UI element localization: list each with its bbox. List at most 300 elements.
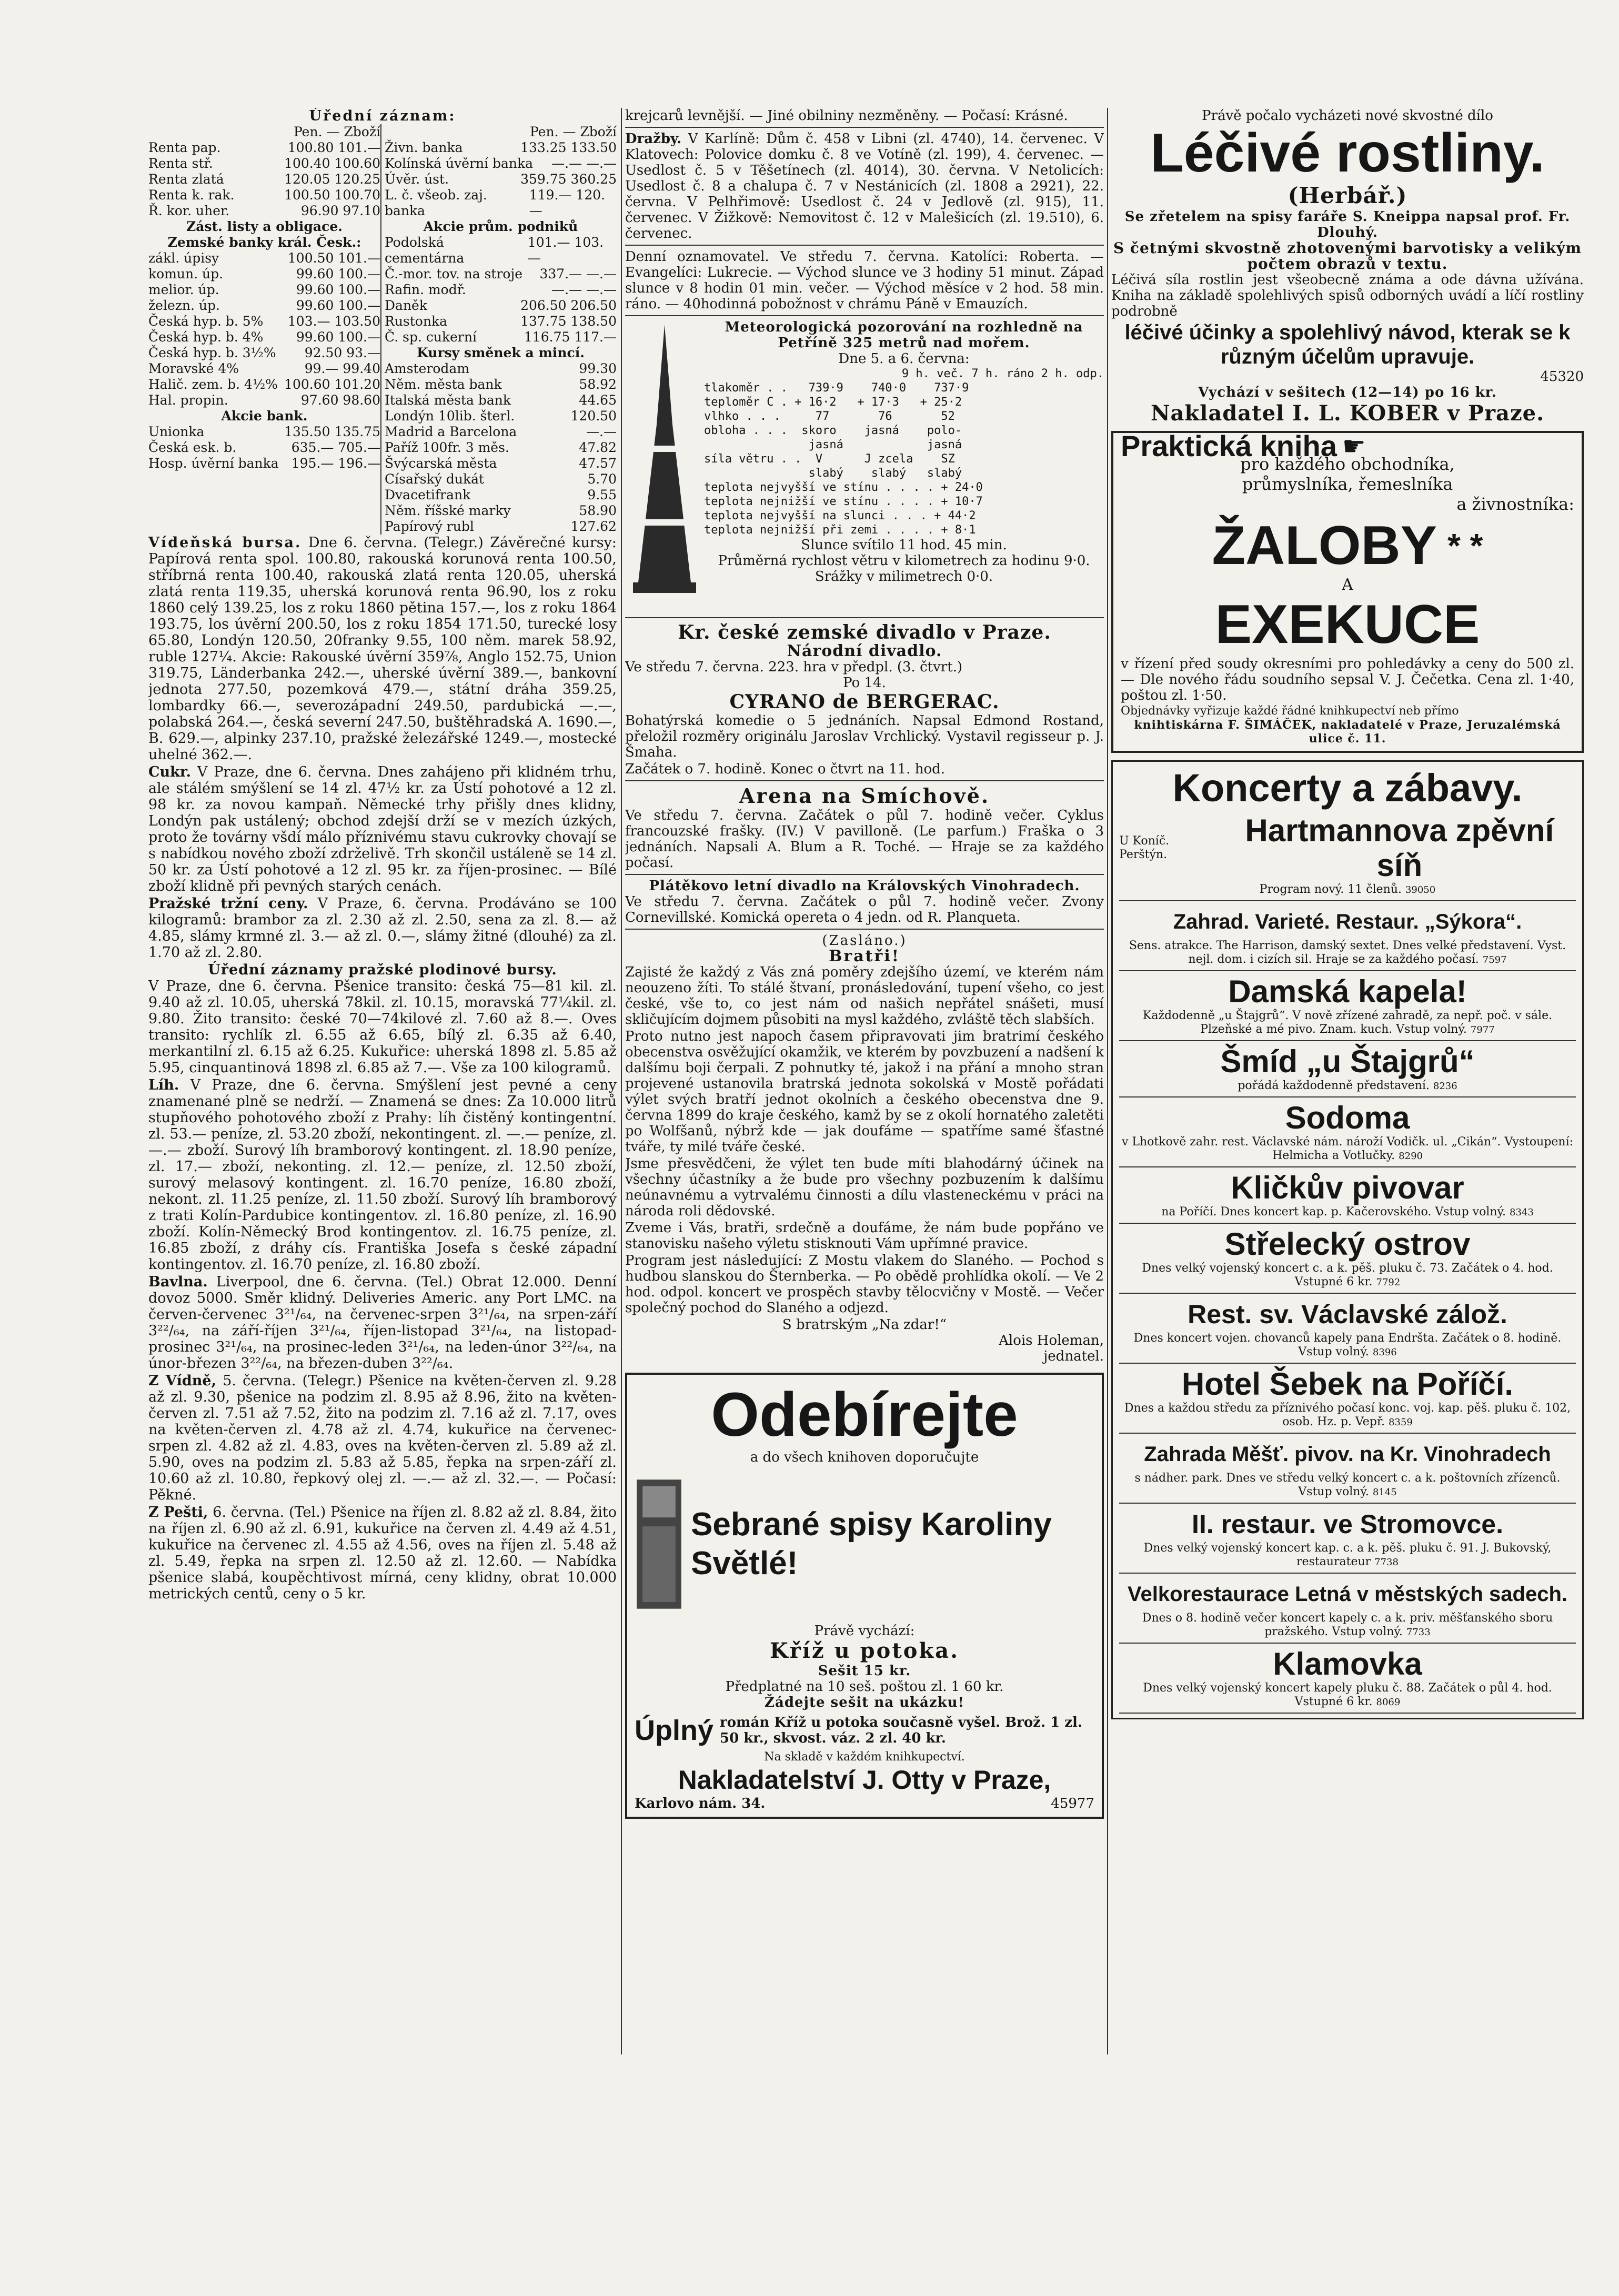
guide-for-3: a živnostníka: <box>1456 494 1574 514</box>
quote-value: 635.— 705.— <box>291 440 380 455</box>
vienna2-text: 5. června. (Telegr.) Pšenice na květen-červen zl. 9.28 až zl. 9.30, pšenice na podzim zl. 8.95 až 8.96, žito na květen-červen zl. 7.51 až 7.52, žito na podzim zl. 7.16 až zl. 7.17, oves na květen-červen zl. 4.78 až zl. 4.74, kukuřice na červenec-srpen zl. 4.82 až zl. 4.83, oves na květen-červen zl. 5.89 až zl. 5.90, oves na podzim zl. 5.83 až 5.85, řepka na srpen-září zl. 10.60 až zl. 10.80, řepkový olej zl. —.— až zl. 32.—. — Počasí: Pěkné. <box>148 1373 617 1503</box>
quote-value: 96.90 97.10 <box>300 203 380 218</box>
concert-ad-title: Zahrad. Varieté. Restaur. „Sýkora“. <box>1173 910 1522 933</box>
quote-row <box>148 329 380 345</box>
sent-text-4: Zveme i Vás, bratři, srdečně a doufáme, že nám bude popřáno ve stanovisku našeho výletu stisknouti Vám upřímné pravice. <box>625 1220 1104 1252</box>
quote-label: Daněk <box>385 298 427 313</box>
odebirejte-full: Úplný <box>635 1715 714 1746</box>
plants-out: Vychází v sešitech (12—14) po 16 kr. <box>1198 385 1497 400</box>
quote-row <box>148 456 380 471</box>
calendar-text: Denní oznamovatel. Ve středu 7. června. Katolíci: Roberta. — Evangelíci: Lukrecie. — Východ slunce ve 3 hodiny 51 minut. Západ slunce v 8 hodin 01 min. večer. — Východ měsíce v 2 hod. 58 min. ráno. — 40hodinná pobožnost v chrámu Páně v Emauzích. <box>625 249 1104 312</box>
concerts-section <box>1111 760 1584 1719</box>
quote-value: 103.— 103.50 <box>287 314 380 329</box>
quote-label: Zást. listy a obligace. <box>186 219 343 234</box>
quote-value: —.— —.— <box>551 282 617 297</box>
odebirejte-sub: a do všech knihoven doporučujte <box>750 1449 979 1465</box>
concert-ad-number: 8069 <box>1376 1697 1401 1708</box>
quote-label: Císařský dukát <box>385 471 485 487</box>
divider <box>625 617 1104 618</box>
theatre-po: Po 14. <box>843 675 886 691</box>
concert-ad-title: Hartmannova zpěvní síň <box>1245 813 1554 883</box>
guide-text: v řízení před soudy okresními pro pohledávky a ceny do 500 zl. — Dle nového řádu soudního sepsal V. J. Čečetka. Cena zl. 1·40, poštou zl. 1·50. <box>1121 656 1574 703</box>
quote-row <box>148 140 380 156</box>
pest-text: 6. června. (Tel.) Pšenice na říjen zl. 8.82 až zl. 8.84, žito na říjen zl. 6.90 až zl. 6.91, kukuřice na červen zl. 4.49 až 4.51, kukuřice na červenec zl. 4.55 až 4.56, oves na říjen zl. 5.48 až zl. 5.49, řepka na srpen zl. 12.50 až zl. 12.60. — Nabídka pšenice slabá, koupěchtivost mírná, ceny klidny, obrat 10.000 metrických centů, ceny o 5 kr. <box>148 1504 617 1602</box>
plants-by: Se zřetelem na spisy faráře S. Kneippa napsal prof. Fr. Dlouhý. <box>1124 209 1571 240</box>
plants-num: 45320 <box>1540 369 1584 385</box>
guide-title: Praktická kniha <box>1121 429 1337 462</box>
divider <box>625 315 1104 316</box>
quote-value: Pen. — Zboží <box>293 124 380 139</box>
meteo-row: síla větru . . V J zcela SZ <box>704 452 955 466</box>
quote-row <box>385 456 617 471</box>
quote-value: 337.— —.— <box>539 266 617 281</box>
odebirejte-ad <box>625 1373 1104 1819</box>
quote-label: Londýn 10lib. šterl. <box>385 408 515 424</box>
plants-title: Léčivé rostliny. <box>1150 123 1545 184</box>
concert-ad-text <box>1119 1135 1576 1163</box>
quote-value: 58.92 <box>579 377 617 392</box>
quote-value: 99.60 100.— <box>296 282 380 297</box>
guide-for-2: průmyslníka, řemeslníka <box>1242 474 1453 494</box>
meteo-extreme-row: teplota nejnižší při zemi . . . . + 8·1 <box>704 523 976 537</box>
plants-pub: Nakladatel I. L. KOBER v Praze. <box>1150 401 1545 426</box>
quote-value: 119.— 120.— <box>529 187 606 218</box>
meteo-table <box>704 381 1104 480</box>
sent-title: Bratři! <box>829 947 900 965</box>
odebirejte-ask: Žádejte sešit na ukázku! <box>765 1695 964 1710</box>
plants-pics: S četnými skvostně zhotovenými barvotisky a velikým počtem obrazů v textu. <box>1113 239 1582 273</box>
guide-a: A <box>1342 576 1353 594</box>
concert-ad <box>1119 1097 1576 1167</box>
quotes-left <box>148 124 381 535</box>
market-text: V Praze, 6. června. Prodáváno se 100 kilogramů: brambor za zl. 2.30 až zl. 2.50, sena za zl. 8.— až 4.85, slámy krmné zl. 3.— až zl. 0.—, slámy žitné (dlouhé) za zl. 1.70 až zl. 2.80. <box>148 895 617 961</box>
odebirejte-price: Sešit 15 kr. <box>818 1663 911 1679</box>
meteo-dates: Dne 5. a 6. června: <box>838 351 970 367</box>
pest-title: Z Pešti, <box>148 1504 208 1520</box>
quote-value: 206.50 206.50 <box>520 298 617 313</box>
meteo-extreme-row: teplota nejnižší ve stínu . . . . + 10·7 <box>704 495 983 508</box>
auctions-text: V Karlíně: Dům č. 458 v Libni (zl. 4740), 14. červenec. V Klatovech: Polovice domku č. 8 ve Votíně (zl. 199), 4. červenec. — Usedlost č. 5 v Těšetínech (zl. 4014), 30. června. V Netolicích: Usedlost č. 8 a chalupa č. 7 v Nestánicích (zl. 1808 a 2921), 22. června. V Pelhřimově: Usedlost č. 24 v Jedlově (zl. 915), 11. červenec. V Žižkově: Nemovitost č. 12 v Malešicích (zl. 19.510), 6. červenec. <box>625 131 1104 241</box>
theatre-times: Začátek o 7. hodině. Konec o čtvrt na 11. hod. <box>625 761 946 777</box>
grain-text: V Praze, dne 6. června. Pšenice transito: česká 75—81 kil. zl. 9.40 až zl. 10.05, uherská 78kil. zl. 10.15, moravská 77¼kil. zl. 9.80. Žito transito: české 70—74kilové zl. 7.60 až 8.—. Oves transito: rychlík zl. 6.55 až 6.65, bílý zl. 6.35 až 6.40, merkantilní zl. 6.15 až 6.25. Kukuřice: uherská 1898 zl. 5.85 až 5.95, cinquantinová 1898 zl. 6.85 až 7.—. Vše za 100 kilogramů. <box>148 978 617 1076</box>
concert-ad <box>1119 1644 1576 1714</box>
vienna-text: Dne 6. června. (Telegr.) Závěrečné kursy: Papírová renta spol. 100.80, rakouská korunová renta 100.50, stříbrná renta 100.40, rakouská zlatá renta 120.05, uherská zlatá renta 119.35, uherská korunová renta 96.90, los z roku 1860 celý 139.25, los z roku 1860 pětina 157.—, los z roku 1864 193.75, los úvěrní 200.50, los z roku 1854 171.50, turecké losy 65.80, Londýn 120.50, 20franky 9.55, 100 něm. marek 58.92, ruble 127¼. Akcie: Rakouské úvěrní 359⅞, Anglo 152.75, Union 319.75, Länderbanka 242.—, uherské úvěrní 389.—, bankovní jednota 277.50, pozemková 479.—, státní dráha 359.25, lombardky 66.—, severozápadní 249.50, pardubická —.—, polabská 264.—, česká severní 247.50, buštěhradská A. 1690.—, B. 629.—, alpinky 237.10, pražské železářské 1249.—, mostecké uhelné 362.—. <box>148 535 617 763</box>
quote-row <box>148 282 380 298</box>
concert-ad-number: 8236 <box>1433 1081 1457 1092</box>
quote-row <box>385 424 617 440</box>
concert-ad-title: Rest. sv. Václavské zálož. <box>1188 1300 1507 1329</box>
concert-ad-text <box>1119 1262 1576 1290</box>
odebirejte-addr: Karlovo nám. 34. <box>635 1796 766 1811</box>
concert-ad <box>1119 810 1576 901</box>
quote-label: Podolská cementárna <box>385 235 465 266</box>
quote-label: Paříž 100fr. 3 měs. <box>385 440 509 455</box>
sent-text-3: Jsme přesvědčeni, že výlet ten bude míti blahodárný účinek na všechny účastníky a že bude pro všechny pozbuzením k dalšímu neúnavnému a vytrvalému činnosti a dílu vlasteneckému v práci na národa roli dědovské. <box>625 1156 1104 1219</box>
concert-ad-number: 7738 <box>1374 1557 1399 1568</box>
quote-label: Ř. kor. uher. <box>148 203 230 218</box>
quote-value: 47.57 <box>579 456 617 471</box>
quote-value: 100.50 101.— <box>287 250 380 266</box>
quote-row <box>148 440 380 456</box>
concert-ad-description: Dnes o 8. hodině večer koncert kapely c. a k. priv. měšťanského sboru pražského. Vstup volný. <box>1142 1612 1553 1638</box>
summer-text: Ve středu 7. června. Začátek o půl 7. hodině večer. Zvony Cornevillské. Komická opereta o 4 jedn. od R. Planqueta. <box>625 894 1104 925</box>
theatre-text: Bohatýrská komedie o 5 jednáních. Napsal Edmond Rostand, přeložil rozměry originálu Jaroslav Vrchlický. Vystavil regisseur p. J. Šmaha. <box>625 713 1104 760</box>
concerts-list <box>1119 810 1576 1714</box>
concert-ad-text <box>1119 1205 1576 1220</box>
concert-ad-description: Každodenně „u Štajgrů“. V nově zřízené zahradě, za nepř. poč. v sále. Plzeňské a mé pivo. Znam. kuch. Vstup volný. <box>1142 1009 1553 1036</box>
quote-label: Hosp. úvěrní banka <box>148 456 279 471</box>
sugar-title: Cukr. <box>148 764 191 780</box>
market-title: Pražské tržní ceny. <box>148 895 308 912</box>
quote-row <box>148 219 380 235</box>
concert-ad-title: Klamovka <box>1273 1646 1422 1681</box>
plants-big: léčivé účinky a spolehlivý návod, kterak se k různým účelům upravuje. <box>1124 321 1571 368</box>
quote-label: Česká hyp. b. 5% <box>148 314 264 329</box>
concert-ad-text <box>1119 1472 1576 1499</box>
quote-value: 133.25 133.50 <box>520 140 617 155</box>
concert-ad-title: Kličkův pivovar <box>1231 1170 1464 1205</box>
book-illustration-icon <box>635 1465 683 1623</box>
quote-row <box>385 282 617 298</box>
concert-ad-description: s nádher. park. Dnes ve středu velký koncert c. a k. poštovních zřízenců. Vstup volný. <box>1134 1472 1561 1498</box>
sugar-text: V Praze, dne 6. června. Dnes zahájeno při klidném trhu, ale stálém smýšlení se 14 zl. 47½ kr. za Ústí pohotové a 12 zl. 98 kr. za novou kampaň. Německé trhy přišly dnes klidny, Londýn pak ustálený; obchod zdejší drží se v mezích úzkých, proto že továrny všdí málo příznivému stavu cukrovky chovají se s nabídkou nového zboží zdrželivě. Trh skončil ustáleně se 14 zl. 50 kr. za Ústí pohotové a 12 zl. 95 kr. za říjen-prosinec. — Bílé zboží klidně při pevných starých cenách. <box>148 764 617 894</box>
quote-value: 116.75 117.— <box>524 329 617 345</box>
quote-row <box>385 471 617 487</box>
meteo-row: obloha . . . skoro jasná polo- <box>704 424 962 437</box>
quote-value: 100.50 100.70 <box>284 187 380 203</box>
quote-label: Kolínská úvěrní banka <box>385 156 534 171</box>
concert-ad-text <box>1119 1079 1576 1093</box>
quotes-header: Úřední záznam: <box>309 108 456 124</box>
concert-ad-number: 8145 <box>1372 1487 1397 1498</box>
concert-ad-number: 7792 <box>1376 1277 1401 1288</box>
quote-value: 97.60 98.60 <box>300 392 380 408</box>
top-text: krejcarů levnější. — Jiné obilniny nezměněny. — Počasí: Krásné. <box>625 108 1068 124</box>
quote-value: 47.82 <box>579 440 617 455</box>
quote-label: Česká hyp. b. 3½% <box>148 345 276 360</box>
quote-row <box>385 519 617 535</box>
quote-value: 120.50 <box>570 408 617 424</box>
quote-label: Úvěr. úst. <box>385 172 449 187</box>
meteo-extremes <box>704 480 1104 537</box>
concert-ad-title: Sodoma <box>1285 1100 1410 1135</box>
odebirejte-full-text: román Kříž u potoka současně vyšel. Brož. 1 zl. 50 kr., skvost. váz. 2 zl. 40 kr. <box>720 1715 1082 1746</box>
meteo-sun: Slunce svítilo 11 hod. 45 min. <box>801 537 1007 553</box>
column-advertisements <box>1111 108 1584 2265</box>
quote-label: Něm. říšské marky <box>385 503 511 518</box>
concert-ad-text <box>1119 1542 1576 1569</box>
plants-herbar: (Herbář.) <box>1288 183 1407 208</box>
concert-ad-description: na Poříčí. Dnes koncert kap. p. Kačerovského. Vstup volný. <box>1161 1205 1510 1219</box>
quote-row <box>148 187 380 203</box>
quote-label: Renta pap. <box>148 140 221 155</box>
quote-value: 359.75 360.25 <box>520 172 617 187</box>
meteo-row: jasná jasná <box>704 438 962 451</box>
auctions-title: Dražby. <box>625 131 682 147</box>
quote-row <box>148 124 380 140</box>
plants-text: Léčivá síla rostlin jest všeobecně známa a ode dávna užívána. Kniha na základě spolehlivých spisů odborných uvádí a líčí rostliny podrobně <box>1111 272 1584 319</box>
meteo-section <box>625 319 1104 614</box>
concert-ad <box>1119 971 1576 1041</box>
sent-sign-name: Alois Holeman, <box>999 1333 1104 1348</box>
guide-for-1: pro každého obchodníka, <box>1240 454 1455 474</box>
quote-label: Česká hyp. b. 4% <box>148 329 264 345</box>
concert-ad-text <box>1119 883 1576 897</box>
quote-row <box>148 424 380 440</box>
quote-label: Renta k. rak. <box>148 187 235 203</box>
column-divider <box>1107 108 1108 2055</box>
quote-value: 135.50 135.75 <box>284 424 380 439</box>
quote-label: L. č. všeob. zaj. banka <box>385 187 487 218</box>
quote-row <box>148 266 380 282</box>
concert-ad-number: 8343 <box>1510 1207 1534 1218</box>
quote-label: Renta stř. <box>148 156 213 171</box>
quote-row <box>385 219 617 235</box>
column-markets <box>148 108 617 2239</box>
quote-label: Italská města bank <box>385 392 511 408</box>
concert-ad-description: pořádá každodenně představení. <box>1238 1079 1433 1092</box>
quote-value: 99.60 100.— <box>296 298 380 313</box>
guide-ad <box>1111 431 1584 753</box>
quote-value: 44.65 <box>579 392 617 408</box>
quote-value: 127.62 <box>570 519 617 534</box>
quote-label: zákl. úpisy <box>148 250 219 266</box>
quote-row <box>385 298 617 314</box>
meteo-row: teploměr C . + 16·2 + 17·3 + 25·2 <box>704 396 962 409</box>
guide-big-1: ŽALOBY <box>1212 515 1437 576</box>
quote-label: Amsterodam <box>385 361 470 376</box>
concert-ad-text <box>1119 1332 1576 1360</box>
meteo-header: 9 h. več. 7 h. ráno 2 h. odp. <box>901 367 1104 380</box>
odebirejte-pub: Nakladatelství J. Otty v Praze, <box>678 1765 1051 1795</box>
quote-value: 58.90 <box>579 503 617 518</box>
concert-ad-title: Hotel Šebek na Poříčí. <box>1181 1366 1514 1402</box>
concert-ad-description: Sens. atrakce. The Harrison, damský sextet. Dnes velké představení. Vyst. nejl. dom. i cizích sil. Hraje se za každého počasí. <box>1129 939 1566 966</box>
meteo-wind: Průměrná rychlost větru v kilometrech za hodinu 9·0. <box>718 553 1090 569</box>
quote-value: 195.— 196.— <box>291 456 380 471</box>
petrin-tower-icon <box>630 319 699 598</box>
quote-label: Kursy směnek a mincí. <box>417 345 585 360</box>
concert-ad-text <box>1119 939 1576 967</box>
odebirejte-pred: Předplatné na 10 seš. poštou zl. 1 60 kr. <box>725 1679 1004 1695</box>
meteo-extreme-row: teplota nejvyšší ve stínu . . . . + 24·0 <box>704 481 983 494</box>
concert-ad <box>1119 1574 1576 1644</box>
meteo-rain: Srážky v milimetrech 0·0. <box>814 569 993 585</box>
concert-ad-description: Dnes velký vojenský koncert kap. c. a k. pěš. pluku č. 91. J. Bukovský, restaurateur <box>1143 1542 1552 1568</box>
quote-label: Papírový rubl <box>385 519 474 534</box>
quote-label: Česká esk. b. <box>148 440 237 455</box>
sent-text-5: Program jest následující: Z Mostu vlakem do Slaného. — Pochod s hudbou slanskou do Šternberka. — Po obědě prohlídka okolí. — Ve 2 hod. odpol. koncert ve prospěch stavby tělocvičny v Mostě. — Večer společný pochod do Slaného a odjezd. <box>625 1253 1104 1316</box>
quote-label: Rustonka <box>385 314 448 329</box>
quote-label: Hal. propin. <box>148 392 228 408</box>
cotton-title: Bavlna. <box>148 1274 208 1290</box>
quote-row <box>385 124 617 140</box>
quote-label: Č. sp. cukerní <box>385 329 477 345</box>
quote-label: Zemské banky král. Česk.: <box>167 235 361 250</box>
quote-value: 100.60 101.20 <box>284 377 380 392</box>
concert-ad <box>1119 1504 1576 1574</box>
quote-value: 99.60 100.— <box>296 329 380 345</box>
sent-closing: S bratrským „Na zdar!“ <box>782 1317 947 1333</box>
concert-ad-description: Dnes velký vojenský koncert c. a k. pěš. pluku č. 73. Začátek o 4. hod. Vstupné 6 kr. <box>1142 1262 1553 1288</box>
theatre-sub: Národní divadlo. <box>787 642 942 660</box>
concert-ad <box>1119 1434 1576 1504</box>
concert-ad-text <box>1119 1402 1576 1429</box>
vienna2-title: Z Vídně, <box>148 1373 217 1389</box>
quote-label: Moravské 4% <box>148 361 239 376</box>
odebirejte-book: Kříž u potoka. <box>769 1638 960 1663</box>
quote-label: Něm. města bank <box>385 377 502 392</box>
quote-row <box>385 235 617 266</box>
quote-row <box>385 392 617 408</box>
quote-row <box>148 203 380 219</box>
quote-label: komun. úp. <box>148 266 224 281</box>
concert-ad-description: Dnes koncert vojen. chovanců kapely pana Endršta. Začátek o 8. hodině. Vstup volný. <box>1133 1332 1562 1358</box>
quote-value: 9.55 <box>587 487 617 502</box>
concert-ad <box>1119 1364 1576 1434</box>
quote-row <box>385 361 617 377</box>
quote-row <box>385 440 617 456</box>
concert-ad-title: II. restaur. ve Stromovce. <box>1192 1509 1503 1539</box>
concert-ad-text <box>1119 1009 1576 1037</box>
concert-ad-text <box>1119 1612 1576 1639</box>
theatre-play: CYRANO de BERGERAC. <box>729 691 1000 713</box>
quote-value: 99.— 99.40 <box>304 361 380 376</box>
divider <box>625 929 1104 930</box>
concert-ad-location: U Koníč. Perštýn. <box>1119 834 1170 861</box>
concerts-title: Koncerty a zábavy. <box>1172 766 1523 810</box>
quote-label: Madrid a Barcelona <box>385 424 517 439</box>
concert-ad-number: 7733 <box>1406 1627 1431 1638</box>
quote-row <box>385 503 617 519</box>
quote-row <box>385 329 617 345</box>
concert-ad <box>1119 1294 1576 1364</box>
quote-label: Živn. banka <box>385 140 463 155</box>
concert-ad-description: v Lhotkově zahr. rest. Václavské nám. nároží Vodičk. ul. „Cikán“. Vystoupení: Helmicha a Votlučky. <box>1121 1135 1574 1162</box>
concert-ad-description: Dnes a každou středu za příznivého počasí konc. voj. kap. pěš. pluku č. 102, osob. Hz. p. Vepř. <box>1124 1402 1571 1428</box>
concert-ad-description: Dnes velký vojenský koncert kapely pluku č. 88. Začátek o půl 4. hod. Vstupné 6 kr. <box>1143 1681 1552 1708</box>
quote-value: 101.— 103.— <box>527 235 604 266</box>
divider <box>625 874 1104 875</box>
quote-value: 5.70 <box>587 471 617 487</box>
quote-row <box>148 377 380 392</box>
column-divider <box>621 108 622 2055</box>
concert-ad-title: Damská kapela! <box>1228 974 1467 1009</box>
meteo-extreme-row: teplota nejvyšší na slunci . . . + 44·2 <box>704 509 976 522</box>
quotes-table <box>148 124 617 535</box>
quote-label: Č.-mor. tov. na stroje <box>385 266 523 281</box>
concert-ad-title: Šmíd „u Štajgrů“ <box>1220 1044 1475 1079</box>
quote-value: 100.80 101.— <box>287 140 380 155</box>
quote-label: Dvacetifrank <box>385 487 471 502</box>
concert-ad <box>1119 901 1576 971</box>
quote-row <box>148 298 380 314</box>
quote-row <box>148 250 380 266</box>
odebirejte-title: Odebírejte <box>711 1380 1018 1449</box>
sent-label: (Zasláno.) <box>822 933 907 949</box>
odebirejte-num: 45977 <box>1051 1796 1094 1811</box>
quote-row <box>385 487 617 503</box>
lih-title: Líh. <box>148 1077 179 1093</box>
theatre-title: Kr. české zemské divadlo v Praze. <box>678 621 1051 643</box>
guide-stars: * * <box>1447 527 1483 565</box>
concert-ad-number: 8290 <box>1399 1151 1423 1162</box>
quote-label: melior. úp. <box>148 282 219 297</box>
sent-sign-role: jednatel. <box>1043 1348 1104 1364</box>
concert-ad-title: Střelecký ostrov <box>1224 1226 1471 1262</box>
quote-label: Renta zlatá <box>148 172 224 187</box>
concert-ad-number: 7597 <box>1482 954 1507 965</box>
quote-value: 92.50 93.— <box>304 345 380 360</box>
quote-row <box>148 156 380 172</box>
summer-title: Plátěkovo letní divadlo na Královských Vinohradech. <box>649 878 1080 894</box>
quote-label: Rafin. modř. <box>385 282 466 297</box>
quote-label: Švýcarská města <box>385 456 497 471</box>
quote-value: —.— —.— <box>551 156 617 171</box>
divider <box>625 245 1104 246</box>
quote-value: —.— <box>586 424 617 439</box>
guide-order: Objednávky vyřizuje každé řádné knihkupectví neb přímo <box>1121 704 1459 718</box>
concert-ad-number: 39050 <box>1405 884 1436 895</box>
odebirejte-just: Právě vychází: <box>814 1623 915 1639</box>
concert-ad <box>1119 1041 1576 1097</box>
quote-value: Pen. — Zboží <box>529 124 617 139</box>
quote-value: 137.75 138.50 <box>520 314 617 329</box>
quote-label: Akcie bank. <box>221 408 308 424</box>
quotes-right <box>385 124 617 535</box>
quote-row <box>148 408 380 424</box>
quote-row <box>385 345 617 361</box>
quote-value: 99.30 <box>579 361 617 376</box>
arena-text: Ve středu 7. června. Začátek o půl 7. hodině večer. Cyklus francouzské frašky. (IV.) V pavilloně. (Le parfum.) Fraška o 3 jednáních. Napsali A. Blum a R. Toché. — Hraje se za každého počasí. <box>625 808 1104 871</box>
vienna-title: Vídeňská bursa. <box>148 535 302 551</box>
quote-row <box>385 408 617 424</box>
concert-ad-title: Velkorestaurace Letná v městských sadech. <box>1127 1583 1567 1606</box>
meteo-row: tlakoměr . . 739·9 740·0 737·9 <box>704 381 969 395</box>
plants-pre: Právě počalo vycházeti nové skvostné dílo <box>1202 108 1493 124</box>
quote-row <box>385 266 617 282</box>
concert-ad-number: 7977 <box>1470 1024 1495 1035</box>
concert-ad-number: 8359 <box>1388 1417 1413 1428</box>
quote-value: 99.60 100.— <box>296 266 380 281</box>
quote-row <box>148 235 380 250</box>
quote-value: 100.40 100.60 <box>284 156 380 171</box>
guide-shop: knihtiskárna F. ŠIMÁČEK, nakladatelé v Praze, Jeruzalémská ulice č. 11. <box>1134 718 1561 746</box>
odebirejte-stock: Na skladě v každém knihkupectví. <box>764 1750 965 1764</box>
arena-title: Arena na Smíchově. <box>739 784 990 808</box>
concert-ad-number: 8396 <box>1372 1347 1397 1358</box>
sent-text-2: Proto nutno jest napoch časem připravovati jim bratrimí českého obecenstva osvěžující okamžik, ve kterém by povzbuzení a nadšení k dalšímu boji čerpali. Z pohnutky té, jakož i na přání a mnoho stran projevené ustanovila bratrská jednota sokolská v Mostě pořádati výlet svých bratří jednot okolních a českého obecenstva dne 9. června 1899 do kraje českého, kamž by se z okolí hornatého zaletěti po Wolfšanů, nýbrž kde — jak doufáme — spatříme samé šťastné tváře, ty milé tváře české. <box>625 1029 1104 1155</box>
quote-row <box>385 156 617 172</box>
quote-row <box>148 361 380 377</box>
quote-row <box>385 172 617 187</box>
quote-row <box>148 392 380 408</box>
column-notices <box>625 108 1104 2265</box>
concert-ad <box>1119 1167 1576 1224</box>
quote-row <box>148 172 380 187</box>
concert-ad-title: Zahrada Měšť. pivov. na Kr. Vinohradech <box>1144 1443 1551 1466</box>
quote-value: 120.05 120.25 <box>284 172 380 187</box>
theatre-line: Ve středu 7. června. 223. hra v předpl. (3. čtvrt.) <box>625 659 963 675</box>
divider <box>625 127 1104 128</box>
quote-row <box>385 314 617 329</box>
grain-title: Úřední záznamy pražské plodinové bursy. <box>208 962 557 978</box>
quote-label: Unionka <box>148 424 205 439</box>
meteo-title: Meteorologická pozorování na rozhledně na Petříně 325 metrů nad mořem. <box>725 319 1083 351</box>
guide-big-2: EXEKUCE <box>1215 594 1480 655</box>
meteo-row: slabý slabý slabý <box>704 467 962 480</box>
quote-row <box>148 314 380 329</box>
